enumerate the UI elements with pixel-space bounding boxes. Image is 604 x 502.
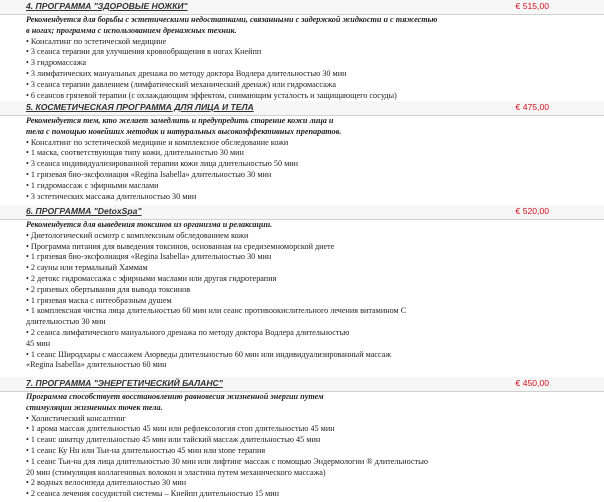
- program-item: длительностью 30 мин: [26, 317, 106, 327]
- program-item: • 3 гидромассажа: [26, 58, 87, 68]
- program-section-5: [0, 101, 604, 202]
- program-price: € 450,00: [515, 378, 549, 388]
- program-intro-line: Рекомендуется для выведения токсинов из организма и релаксации.: [26, 220, 273, 229]
- program-item: • 1 гидромассаж с эфирными маслами: [26, 180, 159, 190]
- program-title: 7. ПРОГРАММА "ЭНЕРГЕТИЧЕСКИЙ БАЛАНС": [26, 378, 223, 388]
- program-item: 45 мин: [26, 338, 51, 348]
- program-title: 5. КОСМЕТИЧЕСКАЯ ПРОГРАММА ДЛЯ ЛИЦА И ТЕЛА: [26, 102, 254, 112]
- program-section-4: [0, 0, 604, 101]
- program-item: • 6 сеансов грязевой терапии (с охлаждающим эффектом, снимающим усталость и защищающего сосуды): [26, 90, 397, 100]
- program-item: • 1 сеанс Ку Нн или Тьи-на длительностью 45 мин или stone терапия: [26, 445, 266, 455]
- program-price: € 520,00: [515, 206, 549, 216]
- program-intro-line: в ногах; программа с использованием дренажных техник.: [26, 25, 237, 35]
- program-item: • 1 сеанс Широдхары с массажем Аюрведы длительностью 60 мин или индивидуализированный массаж: [26, 349, 392, 359]
- program-item: • Программа питания для выведения токсинов, основанная на средиземноморской диете: [26, 241, 335, 251]
- program-item: 20 мин (стимуляция коллагеновых волокон и эластина путем механического массажа): [26, 467, 326, 477]
- program-item: • Консалтинг по эстетической медицине и комплексное обследование кожи: [26, 137, 289, 147]
- program-item: • 1 комплексная чистка лица длительностью 60 мин или сеанс противоокислительного лечения витамином С: [26, 306, 407, 316]
- program-section-6: [0, 205, 604, 371]
- program-item: «Regina Isabella» длительностью 60 мин: [26, 360, 167, 370]
- program-title: 4. ПРОГРАММА "ЗДОРОВЫЕ НОЖКИ": [26, 1, 188, 11]
- program-item: • 2 сеанса лимфатического мануального дренажа по методу доктора Водлера длительностью: [26, 327, 350, 337]
- program-item: • Диетологический осмотр с комплексным обследованием кожи: [26, 230, 249, 240]
- program-item: • 3 эстетических массажа длительностью 30 мин: [26, 191, 197, 201]
- program-item: • 1 грязевая маска с интеобразным душем: [26, 295, 172, 305]
- program-item: • 1 грязевая био-эксфолиация «Regina Isabella» длительностью 30 мин: [26, 252, 272, 262]
- program-item: • 3 сеанса индивидуализированной терапии кожи лица длительностью 50 мин: [26, 159, 299, 169]
- program-item: • 1 грязевая био-эксфолиация «Regina Isabella» длительностью 30 мин: [26, 169, 272, 179]
- program-header: [0, 205, 604, 220]
- program-intro-line: тела с помощью новейших методик и натуральных высокоэффективных препаратов.: [26, 126, 342, 136]
- program-item: • 3 лимфатических мануальных дренажа по методу доктора Водлера длительностью 30 мин: [26, 68, 347, 78]
- program-header: [0, 0, 604, 15]
- program-item: • 2 детокс гидромассажа с эфирными маслами или другая гидротерапия: [26, 273, 277, 283]
- program-item: • Консалтинг по эстетической медицине: [26, 36, 167, 46]
- program-intro-line: Программа способствует восстановлению равновесия жизненной энергии путем: [26, 392, 324, 401]
- program-body: [26, 116, 596, 202]
- program-item: • 3 сеанса терапии давлением (лимфатический механический дренаж) или гидромассажа: [26, 79, 337, 89]
- program-item: • 2 сауны или термальный Хаммам: [26, 263, 148, 273]
- program-intro-line: Рекомендуется для борьбы с эстетическими недостатками, связанными с задержкой жидкости и с тяжестью: [26, 15, 438, 24]
- program-body: [26, 392, 596, 500]
- program-item: • 2 сеанса лечения сосудистой системы – Кнейпп длительностью 15 мин: [26, 489, 280, 499]
- program-intro-line: Рекомендуется тем, кто желает замедлить и предупредить старение кожи лица и: [26, 116, 334, 125]
- program-header: [0, 101, 604, 116]
- program-item: • 1 маска, соответствующая типу кожи, длительностью 30 мин: [26, 148, 244, 158]
- program-item: • 3 сеанса терапии для улучшения кровообращения в ногах Кнейпп: [26, 47, 262, 57]
- program-body: [26, 15, 596, 101]
- program-price: € 515,00: [515, 1, 549, 11]
- program-item: • 2 грязевых обертывания для вывода токсинов: [26, 284, 191, 294]
- program-item: • Холистический консалтинг: [26, 413, 126, 423]
- program-body: [26, 220, 596, 371]
- program-header: [0, 377, 604, 392]
- program-price: € 475,00: [515, 102, 549, 112]
- program-item: • 1 сеанс шиатцу длительностью 45 мин или тайский массаж длительностью 45 мин: [26, 435, 321, 445]
- program-section-7: [0, 377, 604, 500]
- program-intro-line: стимуляции жизненных точек тела.: [26, 402, 163, 412]
- program-item: • 2 водных велосипеда длительностью 30 мин: [26, 478, 187, 488]
- program-item: • 1 сеанс Тьи-на для лица длительностью 30 мин или лифтинг массаж с помощью Эндермологии ® длительностью: [26, 456, 428, 466]
- program-title: 6. ПРОГРАММА "DetoxSpa": [26, 206, 142, 216]
- program-item: • 1 арома массаж длительностью 45 мин или рефлексология стоп длительностью 45 мин: [26, 424, 335, 434]
